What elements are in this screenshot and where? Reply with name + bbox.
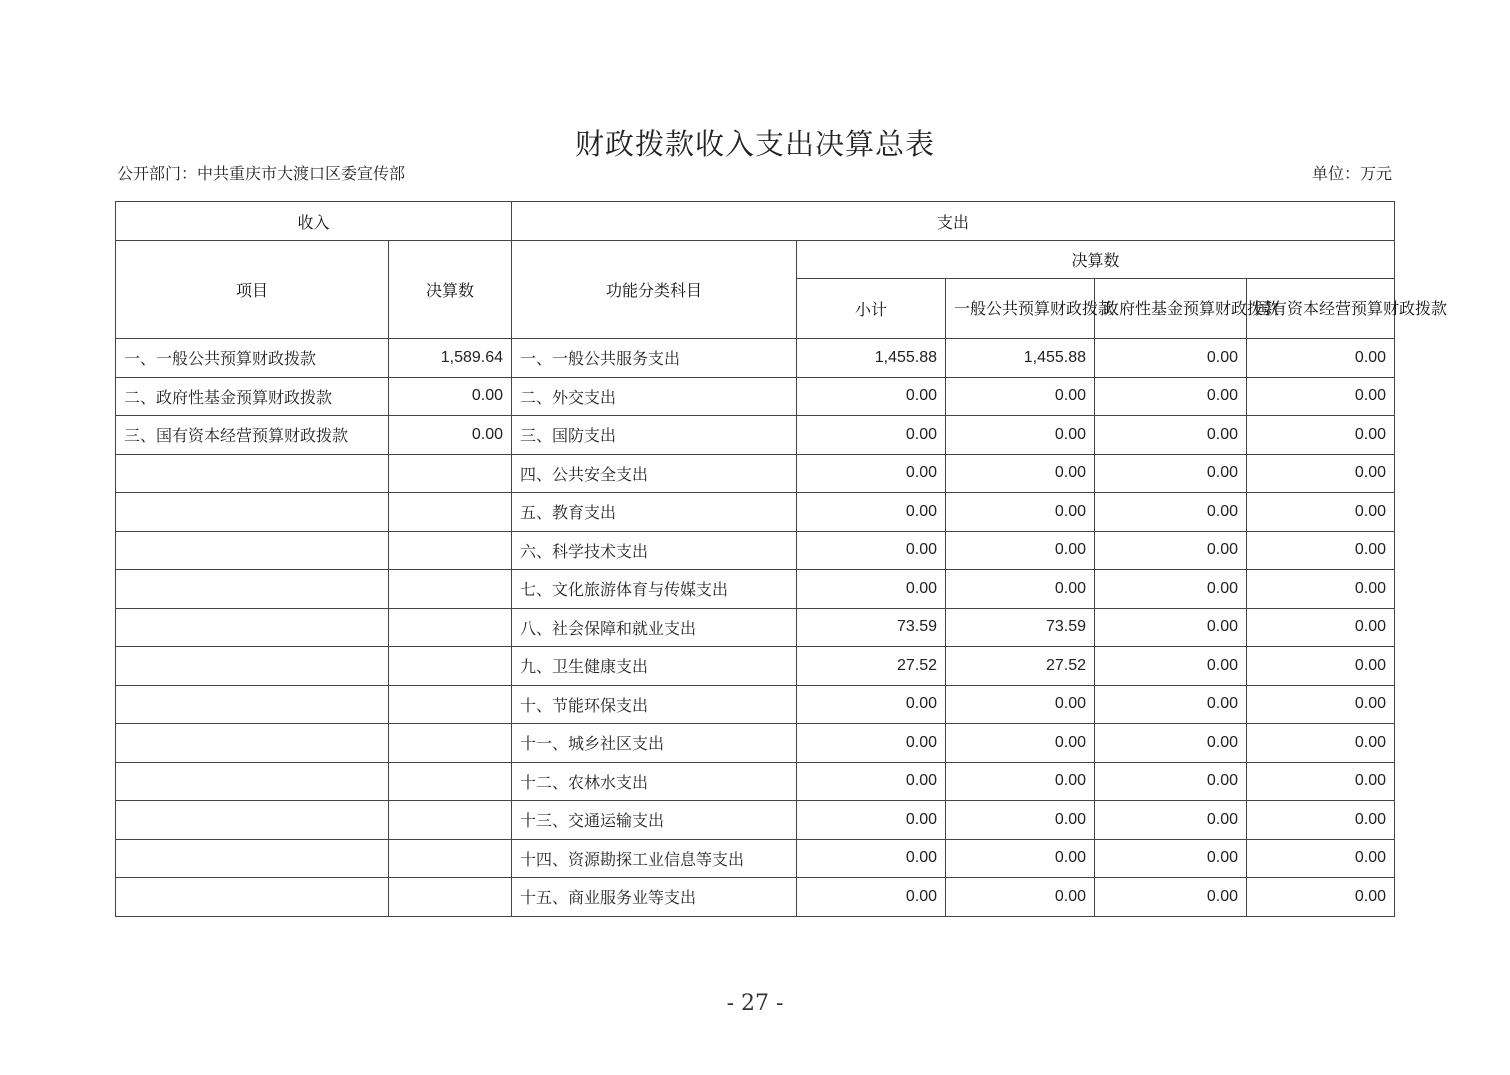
cell-income-amount: [389, 801, 512, 840]
cell-state: 0.00: [1247, 878, 1395, 917]
cell-subtotal: 0.00: [797, 416, 946, 455]
cell-income-amount: [389, 724, 512, 763]
cell-category: 十五、商业服务业等支出: [512, 878, 797, 917]
cell-category: 九、卫生健康支出: [512, 647, 797, 686]
table-row: [116, 493, 1395, 532]
cell-subtotal: 0.00: [797, 801, 946, 840]
table-row: [116, 762, 1395, 801]
cell-fund: 0.00: [1095, 878, 1247, 917]
cell-fund: 0.00: [1095, 339, 1247, 378]
cell-category: 六、科学技术支出: [512, 531, 797, 570]
cell-income-amount: [389, 493, 512, 532]
cell-subtotal: 0.00: [797, 454, 946, 493]
cell-category: 七、文化旅游体育与传媒支出: [512, 570, 797, 609]
cell-general: 0.00: [946, 454, 1095, 493]
cell-income-amount: [389, 839, 512, 878]
header-item: 项目: [116, 241, 389, 339]
cell-category: 十一、城乡社区支出: [512, 724, 797, 763]
cell-category: 五、教育支出: [512, 493, 797, 532]
header-subtotal: 小计: [797, 279, 946, 339]
table-row: [116, 339, 1395, 378]
cell-fund: 0.00: [1095, 801, 1247, 840]
table-row: [116, 724, 1395, 763]
cell-state: 0.00: [1247, 839, 1395, 878]
cell-subtotal: 0.00: [797, 724, 946, 763]
cell-general: 0.00: [946, 416, 1095, 455]
cell-subtotal: 0.00: [797, 878, 946, 917]
cell-general: 1,455.88: [946, 339, 1095, 378]
cell-income-amount: [389, 570, 512, 609]
table-row: [116, 647, 1395, 686]
cell-income-amount: 0.00: [389, 377, 512, 416]
table-row: [116, 531, 1395, 570]
cell-subtotal: 0.00: [797, 493, 946, 532]
cell-state: 0.00: [1247, 762, 1395, 801]
cell-income-item: [116, 724, 389, 763]
cell-general: 0.00: [946, 878, 1095, 917]
cell-general: 0.00: [946, 570, 1095, 609]
cell-income-item: 三、国有资本经营预算财政拨款: [116, 416, 389, 455]
cell-fund: 0.00: [1095, 685, 1247, 724]
cell-subtotal: 73.59: [797, 608, 946, 647]
cell-subtotal: 0.00: [797, 377, 946, 416]
header-category: 功能分类科目: [512, 241, 797, 339]
cell-category: 十四、资源勘探工业信息等支出: [512, 839, 797, 878]
table-row: [116, 685, 1395, 724]
cell-income-amount: [389, 531, 512, 570]
cell-subtotal: 27.52: [797, 647, 946, 686]
table-row: [116, 878, 1395, 917]
cell-state: 0.00: [1247, 377, 1395, 416]
table-row: [116, 570, 1395, 609]
header-fund: 政府性基金预算财政拨款: [1095, 279, 1247, 339]
table-row: [116, 377, 1395, 416]
cell-category: 十二、农林水支出: [512, 762, 797, 801]
cell-category: 三、国防支出: [512, 416, 797, 455]
cell-subtotal: 1,455.88: [797, 339, 946, 378]
page-title: 财政拨款收入支出决算总表: [574, 127, 935, 161]
cell-income-item: [116, 608, 389, 647]
cell-fund: 0.00: [1095, 377, 1247, 416]
unit-label: 单位：万元: [1311, 164, 1392, 183]
table-row: [116, 801, 1395, 840]
budget-table: [115, 201, 1448, 917]
cell-general: 0.00: [946, 801, 1095, 840]
cell-income-item: [116, 685, 389, 724]
cell-income-item: [116, 531, 389, 570]
cell-fund: 0.00: [1095, 762, 1247, 801]
cell-subtotal: 0.00: [797, 762, 946, 801]
cell-fund: 0.00: [1095, 724, 1247, 763]
cell-income-item: [116, 801, 389, 840]
cell-income-item: [116, 762, 389, 801]
cell-income-amount: [389, 454, 512, 493]
cell-income-amount: [389, 878, 512, 917]
cell-income-amount: 1,589.64: [389, 339, 512, 378]
cell-general: 0.00: [946, 762, 1095, 801]
cell-general: 0.00: [946, 685, 1095, 724]
cell-income-item: 二、政府性基金预算财政拨款: [116, 377, 389, 416]
cell-fund: 0.00: [1095, 839, 1247, 878]
cell-state: 0.00: [1247, 531, 1395, 570]
cell-fund: 0.00: [1095, 454, 1247, 493]
cell-category: 一、一般公共服务支出: [512, 339, 797, 378]
cell-general: 0.00: [946, 839, 1095, 878]
cell-state: 0.00: [1247, 339, 1395, 378]
cell-general: 0.00: [946, 377, 1095, 416]
header-amount: 决算数: [389, 241, 512, 339]
cell-fund: 0.00: [1095, 647, 1247, 686]
cell-category: 八、社会保障和就业支出: [512, 608, 797, 647]
cell-state: 0.00: [1247, 416, 1395, 455]
cell-state: 0.00: [1247, 801, 1395, 840]
cell-subtotal: 0.00: [797, 685, 946, 724]
cell-general: 0.00: [946, 724, 1095, 763]
cell-income-amount: 0.00: [389, 416, 512, 455]
cell-category: 二、外交支出: [512, 377, 797, 416]
cell-category: 十三、交通运输支出: [512, 801, 797, 840]
cell-income-item: [116, 647, 389, 686]
page-number: - 27 -: [726, 991, 784, 1016]
cell-state: 0.00: [1247, 454, 1395, 493]
cell-state: 0.00: [1247, 570, 1395, 609]
table-row: [116, 454, 1395, 493]
cell-income-amount: [389, 685, 512, 724]
cell-subtotal: 0.00: [797, 531, 946, 570]
header-income: 收入: [116, 202, 512, 241]
header-expense: 支出: [512, 202, 1395, 241]
cell-category: 四、公共安全支出: [512, 454, 797, 493]
cell-category: 十、节能环保支出: [512, 685, 797, 724]
header-state: 国有资本经营预算财政拨款: [1247, 279, 1395, 339]
header-amount-group: 决算数: [797, 241, 1395, 279]
cell-state: 0.00: [1247, 724, 1395, 763]
cell-state: 0.00: [1247, 685, 1395, 724]
cell-general: 27.52: [946, 647, 1095, 686]
cell-income-item: [116, 493, 389, 532]
department-label: 公开部门：中共重庆市大渡口区委宣传部: [117, 164, 406, 183]
table-row: [116, 839, 1395, 878]
cell-income-item: [116, 839, 389, 878]
cell-fund: 0.00: [1095, 416, 1247, 455]
cell-income-amount: [389, 608, 512, 647]
cell-general: 0.00: [946, 493, 1095, 532]
cell-state: 0.00: [1247, 647, 1395, 686]
cell-state: 0.00: [1247, 608, 1395, 647]
cell-state: 0.00: [1247, 493, 1395, 532]
cell-income-item: 一、一般公共预算财政拨款: [116, 339, 389, 378]
cell-general: 0.00: [946, 531, 1095, 570]
cell-income-item: [116, 570, 389, 609]
cell-fund: 0.00: [1095, 608, 1247, 647]
cell-subtotal: 0.00: [797, 839, 946, 878]
cell-income-item: [116, 454, 389, 493]
table-row: [116, 608, 1395, 647]
table-row: [116, 416, 1395, 455]
cell-subtotal: 0.00: [797, 570, 946, 609]
cell-fund: 0.00: [1095, 531, 1247, 570]
cell-income-amount: [389, 647, 512, 686]
cell-general: 73.59: [946, 608, 1095, 647]
header-general: 一般公共预算财政拨款: [946, 279, 1095, 339]
cell-income-amount: [389, 762, 512, 801]
cell-fund: 0.00: [1095, 570, 1247, 609]
cell-income-item: [116, 878, 389, 917]
cell-fund: 0.00: [1095, 493, 1247, 532]
